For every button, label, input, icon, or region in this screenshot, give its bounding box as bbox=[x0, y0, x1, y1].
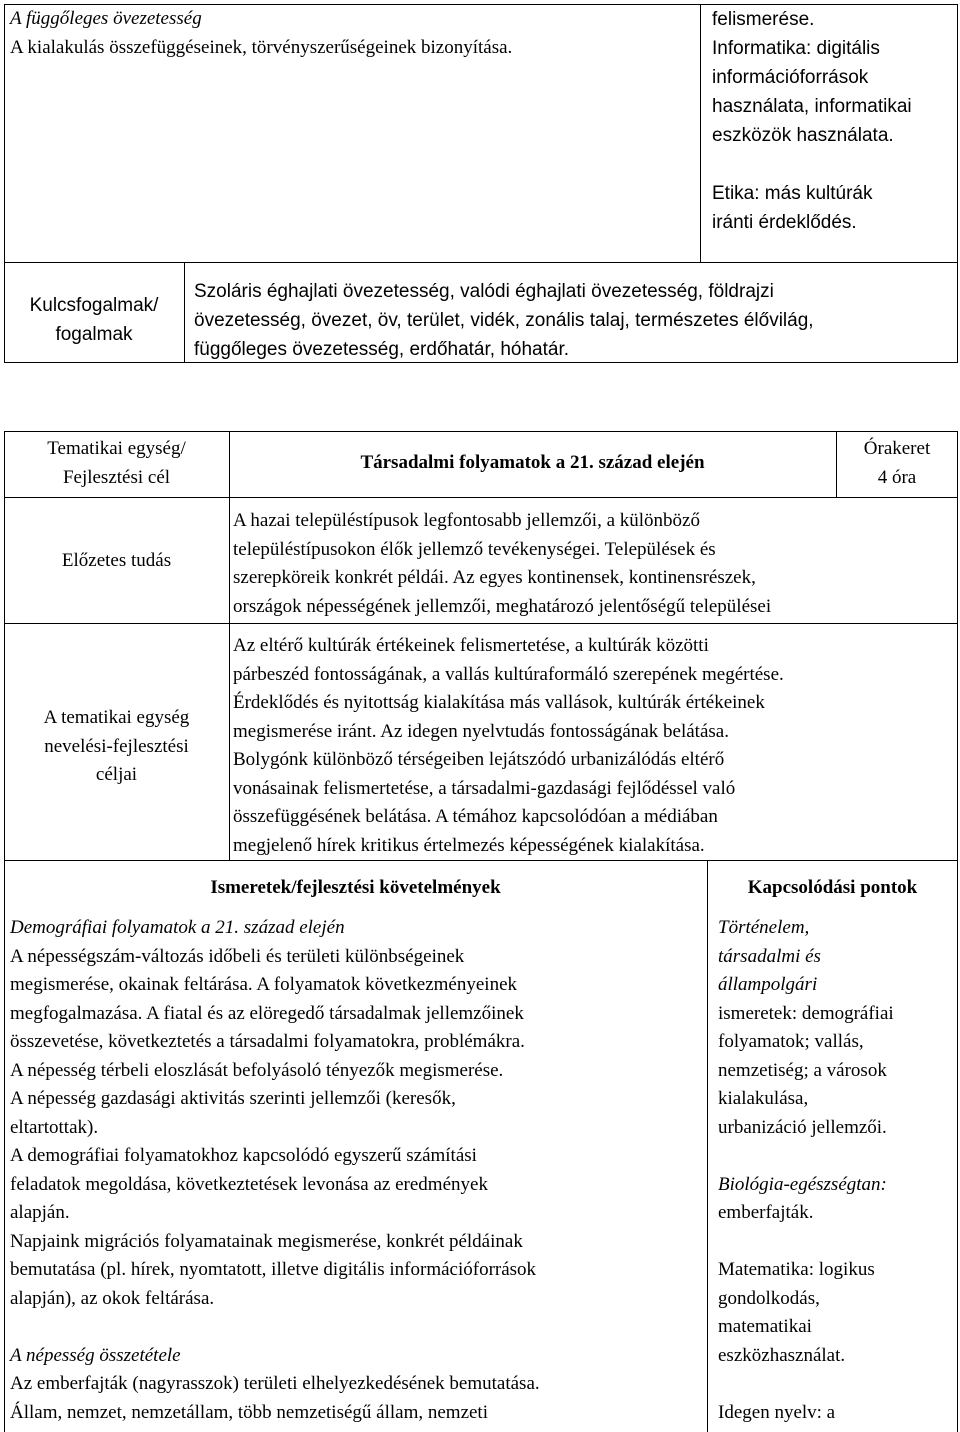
prior-knowledge-label: Előzetes tudás bbox=[61, 550, 172, 571]
goals-label: A tematikai egység nevelési-fejlesztési céljai bbox=[43, 707, 190, 785]
hours-frame bbox=[837, 435, 957, 492]
table2-row-divider bbox=[4, 860, 958, 861]
table2-right-border bbox=[957, 431, 958, 1432]
table2-row-divider bbox=[4, 623, 958, 624]
connections-text: Történelem, társadalmi és állampolgári ismeretek: demográfiai folyamatok; vallás, nemzetiség; a városok kialakulása, urbanizáció jellemzői. Biológia-egészségtan: emberfajták. Matematika: logikus gondolkodás, matematikai eszközhasználat. Idegen nyelv: a bbox=[718, 917, 894, 1423]
label-divider bbox=[184, 262, 185, 362]
unit-label: Tematikai egység/ Fejlesztési cél bbox=[47, 438, 186, 488]
row-divider bbox=[4, 262, 958, 263]
prior-knowledge-text: A hazai településtípusok legfontosabb jellemzői, a különböző településtípusokon élők jellemző tevékenységei. Települések és szerepköreik konkrét példái. Az egyes kontinensek, kontinensrészek, országok népességének jellemzői, meghatározó jelentőségű települései bbox=[233, 510, 772, 617]
table2-column-divider bbox=[707, 860, 708, 1432]
top-right-cell bbox=[712, 5, 912, 237]
connections-header: Kapcsolódási pontok bbox=[747, 877, 918, 898]
connection-line: iránti érdeklődés. bbox=[712, 212, 857, 233]
hours-label: Órakeret bbox=[863, 438, 931, 459]
column-divider bbox=[700, 4, 701, 262]
subsection-heading: A népesség összetétele bbox=[10, 1344, 181, 1366]
section-heading: A függőleges övezetesség bbox=[10, 8, 202, 29]
unit-title: Társadalmi folyamatok a 21. század elején bbox=[360, 452, 705, 473]
connection-line: információforrások bbox=[712, 67, 869, 88]
table2-left-border bbox=[4, 431, 5, 1432]
keywords-text: Szoláris éghajlati övezetesség, valódi éghajlati övezetesség, földrajzi övezetesség, övezet, öv, terület, vidék, zonális talaj, természetes élővilág, függőleges övezetesség, erdőhatár, hóhatár. bbox=[194, 281, 814, 360]
table2-label-divider bbox=[229, 431, 230, 860]
connection-line: Informatika: digitális bbox=[712, 38, 880, 59]
table2-row-divider bbox=[4, 497, 958, 498]
keywords-label: Kulcsfogalmak/ fogalmak bbox=[29, 295, 159, 345]
top-left-cell bbox=[10, 5, 512, 62]
table-right-border bbox=[957, 4, 958, 362]
goals-text: Az eltérő kultúrák értékeinek felismertetése, a kultúrák közötti párbeszéd fontosságának, a vallás kultúraformáló szerepének megértése. Érdeklődés és nyitottság kialakítása más vallások, kultúrák értékeinek megismerése iránt. Az idegen nyelvtudás fontosságának belátása. Bolygónk különböző térségeiben lejátszódó urbanizálódás eltérő vonásainak felismertetése, a társadalmi-gazdasági fejlődéssel való összefüggésének belátása. A témához kapcsolódóan a médiában megjelenő hírek kritikus értelmezés képességének kialakítása. bbox=[233, 635, 784, 856]
table2-top-border bbox=[4, 431, 958, 432]
subsection-heading: Demográfiai folyamatok a 21. század elején bbox=[10, 917, 345, 938]
hours-value: 4 óra bbox=[877, 466, 917, 488]
connection-line: használata, informatikai bbox=[712, 96, 912, 117]
connection-line: Etika: más kultúrák bbox=[712, 183, 873, 204]
connection-line: eszközök használata. bbox=[712, 125, 894, 146]
requirements-text: Demográfiai folyamatok a 21. század elején A népességszám-változás időbeli és területi különbségeinek megismerése, okainak feltárása. A folyamatok következményeinek megfogalmazása. A fiatal és az elöregedő társadalmak jellemzőinek összevetése, következtetés a társadalmi folyamatokra, problémákra. A népesség térbeli eloszlását befolyásoló tényezők megismerése. A népesség gazdasági aktivitás szerinti jellemzői (keresők, eltartottak). A demográfiai folyamatokhoz kapcsolódó egyszerű számítási feladatok megoldása, következtetések levonása az eredmények alapján. Napjaink migrációs folyamatainak megismerése, konkrét példáinak bemutatása (pl. hírek, nyomtatott, illetve digitális információforrások alapján), az okok feltárása. A népesség összetétele Az emberfajták (nagyrasszok) területi elhelyezkedésének bemutatása. Állam, nemzet, nemzetállam, több nemzetiségű állam, nemzeti bbox=[10, 914, 540, 1427]
connection-line: felismerése. bbox=[712, 9, 815, 30]
requirements-header: Ismeretek/fejlesztési követelmények bbox=[210, 877, 501, 898]
section-text: A kialakulás összefüggéseinek, törvényszerűségeinek bizonyítása. bbox=[10, 36, 513, 58]
connection-line bbox=[712, 150, 912, 179]
